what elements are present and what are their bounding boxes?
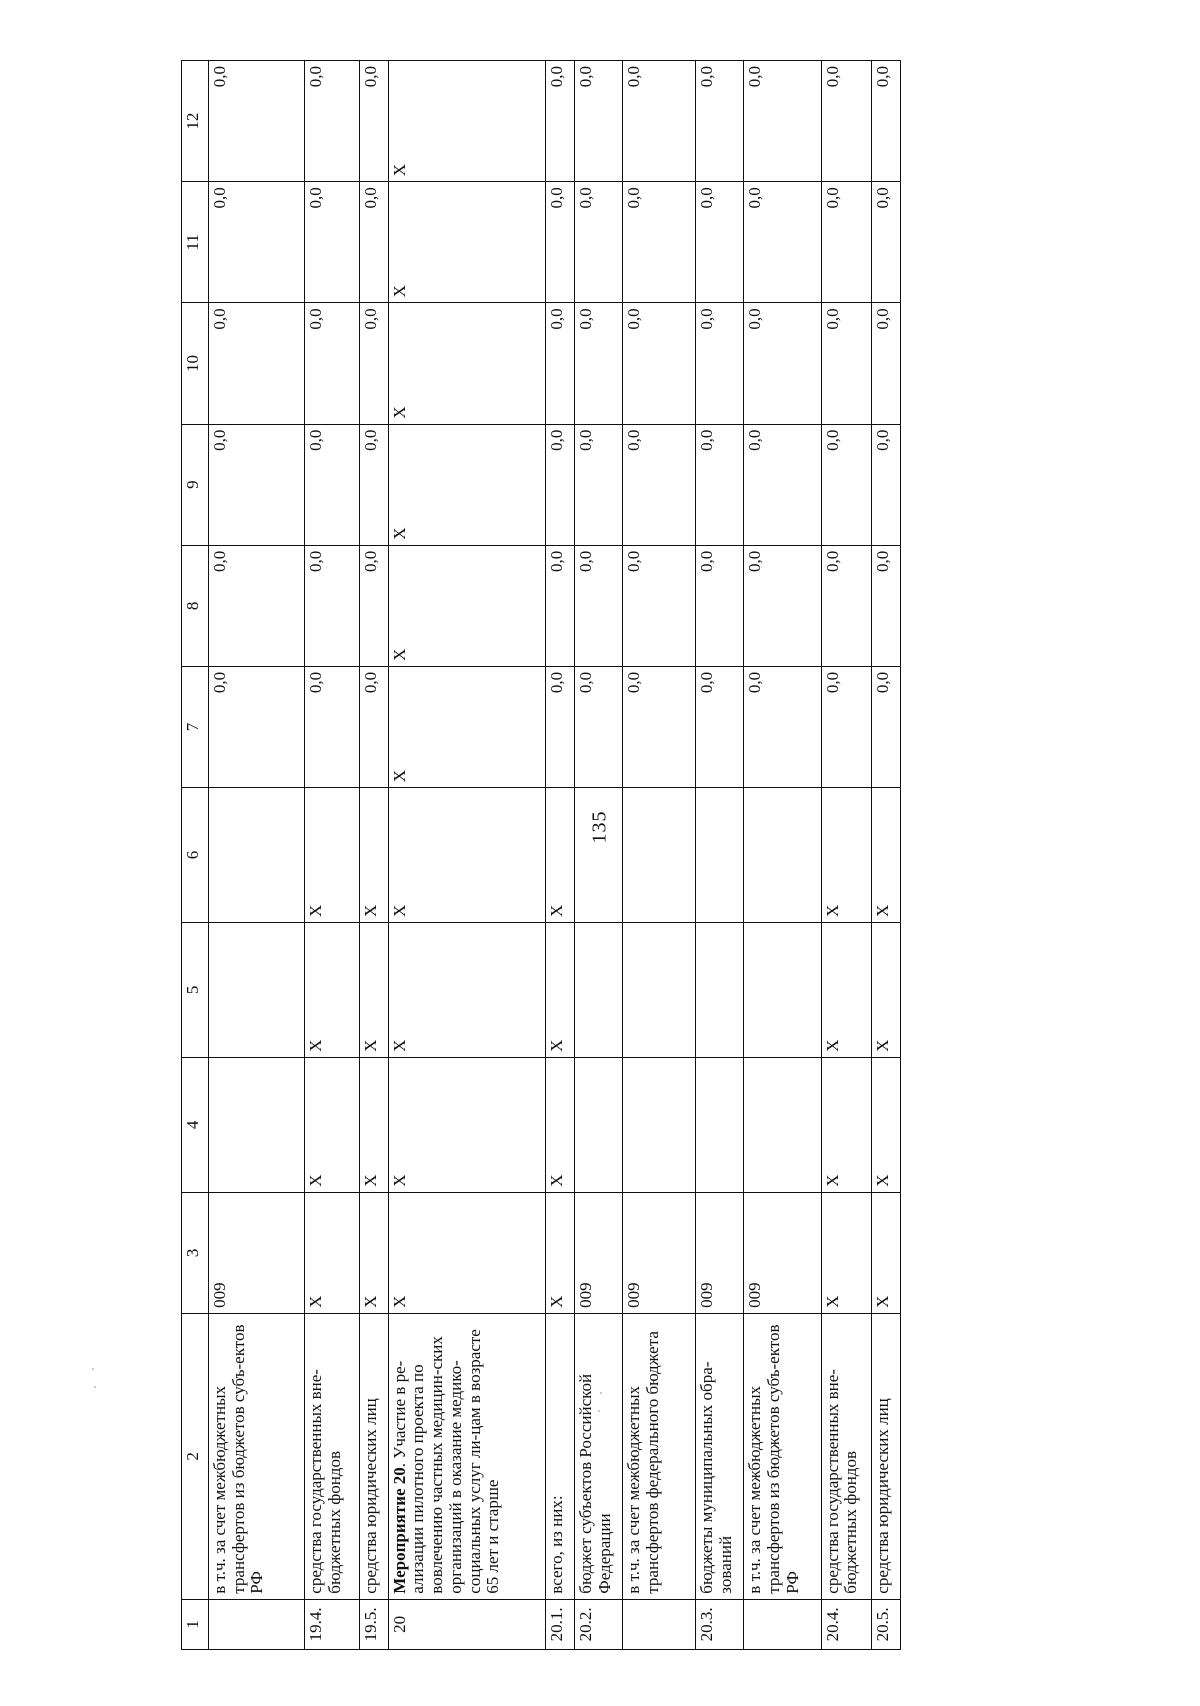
cell-col5 <box>622 922 695 1057</box>
cell-col5 <box>574 922 622 1057</box>
cell-col6 <box>574 788 622 923</box>
cell-col11: 0,0 <box>545 182 574 303</box>
col-header: 9 <box>182 424 209 545</box>
row-name-bold: Мероприятие 20 <box>389 1467 409 1594</box>
row-number: 20.2. <box>574 1599 622 1649</box>
cell-col11: 0,0 <box>622 182 695 303</box>
cell-col8: 0,0 <box>622 545 695 666</box>
cell-col11: 0,0 <box>305 182 359 303</box>
cell-col6: X <box>821 788 871 923</box>
col-header: 8 <box>182 545 209 666</box>
col-header: 7 <box>182 666 209 787</box>
row-number: 20 <box>388 1599 545 1649</box>
cell-col6 <box>622 788 695 923</box>
scan-speck <box>92 1368 94 1370</box>
cell-col6 <box>209 788 305 923</box>
cell-col11: X <box>388 182 545 303</box>
page-number: 135 <box>588 810 611 844</box>
cell-col4: X <box>545 1057 574 1192</box>
table-row <box>696 61 744 1650</box>
cell-col9: X <box>388 424 545 545</box>
cell-col12: X <box>388 61 545 182</box>
row-name: средства юридических лиц <box>359 1313 388 1599</box>
cell-col11: 0,0 <box>871 182 900 303</box>
cell-col8: 0,0 <box>696 545 744 666</box>
col-header: 3 <box>182 1192 209 1313</box>
cell-col12: 0,0 <box>305 61 359 182</box>
cell-col8: 0,0 <box>821 545 871 666</box>
cell-col5: X <box>821 922 871 1057</box>
row-number: 20.5. <box>871 1599 900 1649</box>
col-header: 5 <box>182 922 209 1057</box>
col-header: 1 <box>182 1599 209 1649</box>
cell-col4 <box>696 1057 744 1192</box>
table-row <box>305 61 359 1650</box>
cell-col9: 0,0 <box>574 424 622 545</box>
cell-col7: 0,0 <box>744 666 821 787</box>
cell-col9: 0,0 <box>821 424 871 545</box>
table-row <box>545 61 574 1650</box>
cell-col10: 0,0 <box>744 303 821 424</box>
row-number: 19.4. <box>305 1599 359 1649</box>
cell-col5 <box>209 922 305 1057</box>
cell-col4 <box>744 1057 821 1192</box>
cell-col7: 0,0 <box>305 666 359 787</box>
cell-col8: 0,0 <box>209 545 305 666</box>
cell-col12: 0,0 <box>209 61 305 182</box>
table-row <box>388 61 545 1650</box>
cell-col10: 0,0 <box>209 303 305 424</box>
cell-code: X <box>305 1192 359 1313</box>
cell-col4: X <box>871 1057 900 1192</box>
cell-code: 009 <box>209 1192 305 1313</box>
cell-col6: X <box>305 788 359 923</box>
cell-col8: 0,0 <box>359 545 388 666</box>
header-row <box>182 61 209 1650</box>
cell-col10: 0,0 <box>622 303 695 424</box>
table-row <box>574 61 622 1650</box>
cell-code: X <box>545 1192 574 1313</box>
cell-col4: X <box>359 1057 388 1192</box>
cell-col7: 0,0 <box>622 666 695 787</box>
cell-col8: 0,0 <box>871 545 900 666</box>
cell-col7: 0,0 <box>574 666 622 787</box>
cell-col7: 0,0 <box>545 666 574 787</box>
row-name: в т.ч. за счет межбюджетных трансфертов из бюджетов субъ-ектов РФ <box>209 1313 305 1599</box>
cell-col12: 0,0 <box>359 61 388 182</box>
cell-col7: 0,0 <box>359 666 388 787</box>
table-row <box>871 61 900 1650</box>
cell-col8: X <box>388 545 545 666</box>
row-name <box>388 1313 545 1599</box>
cell-col6: X <box>359 788 388 923</box>
row-name: в т.ч. за счет межбюджетных трансфертов из бюджетов субъ-ектов РФ <box>744 1313 821 1599</box>
cell-col8: 0,0 <box>545 545 574 666</box>
cell-code: 009 <box>622 1192 695 1313</box>
cell-col12: 0,0 <box>574 61 622 182</box>
cell-col4: X <box>388 1057 545 1192</box>
cell-col7: 0,0 <box>209 666 305 787</box>
cell-col4: X <box>305 1057 359 1192</box>
cell-col10: 0,0 <box>305 303 359 424</box>
table-row <box>359 61 388 1650</box>
cell-col6: X <box>871 788 900 923</box>
col-header: 2 <box>182 1313 209 1599</box>
cell-col9: 0,0 <box>696 424 744 545</box>
cell-col12: 0,0 <box>545 61 574 182</box>
cell-col8: 0,0 <box>305 545 359 666</box>
cell-code: X <box>388 1192 545 1313</box>
row-number: 20.3. <box>696 1599 744 1649</box>
cell-col10: 0,0 <box>821 303 871 424</box>
row-number <box>209 1599 305 1649</box>
table-row <box>622 61 695 1650</box>
cell-col4 <box>622 1057 695 1192</box>
cell-col12: 0,0 <box>821 61 871 182</box>
cell-col10: 0,0 <box>696 303 744 424</box>
cell-col9: 0,0 <box>545 424 574 545</box>
row-number: 20.4. <box>821 1599 871 1649</box>
cell-col9: 0,0 <box>622 424 695 545</box>
cell-col10: 0,0 <box>545 303 574 424</box>
cell-code: X <box>871 1192 900 1313</box>
row-number: 19.5. <box>359 1599 388 1649</box>
col-header: 10 <box>182 303 209 424</box>
cell-col7: 0,0 <box>821 666 871 787</box>
cell-col10: X <box>388 303 545 424</box>
row-name-rest: . Участие в ре-ализации пилотного проекта по вовлечению частных медицин-ских организаций в оказание медико-социальных услуг ли-цам в возрасте 65 лет и старше <box>389 1329 503 1594</box>
cell-col5 <box>744 922 821 1057</box>
cell-col11: 0,0 <box>821 182 871 303</box>
rotated-table-container <box>181 60 901 1650</box>
cell-col12: 0,0 <box>871 61 900 182</box>
cell-col4: X <box>821 1057 871 1192</box>
budget-table <box>181 60 901 1650</box>
cell-col6 <box>744 788 821 923</box>
cell-col5: X <box>545 922 574 1057</box>
cell-col6: X <box>388 788 545 923</box>
table-row <box>744 61 821 1650</box>
cell-col11: 0,0 <box>744 182 821 303</box>
cell-code: 009 <box>574 1192 622 1313</box>
cell-col11: 0,0 <box>359 182 388 303</box>
cell-col9: 0,0 <box>209 424 305 545</box>
cell-col8: 0,0 <box>744 545 821 666</box>
cell-col12: 0,0 <box>696 61 744 182</box>
cell-col11: 0,0 <box>209 182 305 303</box>
cell-col9: 0,0 <box>359 424 388 545</box>
cell-col7: 0,0 <box>871 666 900 787</box>
cell-col5: X <box>359 922 388 1057</box>
row-name: бюджеты муниципальных обра-зований <box>696 1313 744 1599</box>
cell-col5 <box>696 922 744 1057</box>
col-header: 6 <box>182 788 209 923</box>
row-name: средства юридических лиц <box>871 1313 900 1599</box>
cell-col7: 0,0 <box>696 666 744 787</box>
table-row <box>209 61 305 1650</box>
row-number <box>744 1599 821 1649</box>
cell-col7: X <box>388 666 545 787</box>
row-name: средства государственных вне-бюджетных фондов <box>305 1313 359 1599</box>
cell-code: X <box>821 1192 871 1313</box>
cell-col12: 0,0 <box>744 61 821 182</box>
cell-col4 <box>209 1057 305 1192</box>
cell-col11: 0,0 <box>574 182 622 303</box>
col-header: 4 <box>182 1057 209 1192</box>
col-header: 12 <box>182 61 209 182</box>
table-row <box>821 61 871 1650</box>
row-name: средства государственных вне-бюджетных фондов <box>821 1313 871 1599</box>
row-number: 20.1. <box>545 1599 574 1649</box>
cell-code: 009 <box>696 1192 744 1313</box>
col-header: 11 <box>182 182 209 303</box>
cell-col9: 0,0 <box>871 424 900 545</box>
row-name: в т.ч. за счет межбюджетных трансфертов федерального бюджета <box>622 1313 695 1599</box>
cell-col12: 0,0 <box>622 61 695 182</box>
row-name: бюджет субъектов Российской Федерации <box>574 1313 622 1599</box>
cell-col6: X <box>545 788 574 923</box>
cell-code: 009 <box>744 1192 821 1313</box>
cell-col10: 0,0 <box>871 303 900 424</box>
cell-col10: 0,0 <box>574 303 622 424</box>
row-name: всего, из них: <box>545 1313 574 1599</box>
cell-col6 <box>696 788 744 923</box>
cell-col5: X <box>388 922 545 1057</box>
scan-speck <box>94 1386 96 1388</box>
row-number <box>622 1599 695 1649</box>
cell-col9: 0,0 <box>305 424 359 545</box>
cell-col5: X <box>305 922 359 1057</box>
cell-col11: 0,0 <box>696 182 744 303</box>
cell-col10: 0,0 <box>359 303 388 424</box>
cell-col5: X <box>871 922 900 1057</box>
cell-col8: 0,0 <box>574 545 622 666</box>
cell-col4 <box>574 1057 622 1192</box>
cell-col9: 0,0 <box>744 424 821 545</box>
cell-code: X <box>359 1192 388 1313</box>
